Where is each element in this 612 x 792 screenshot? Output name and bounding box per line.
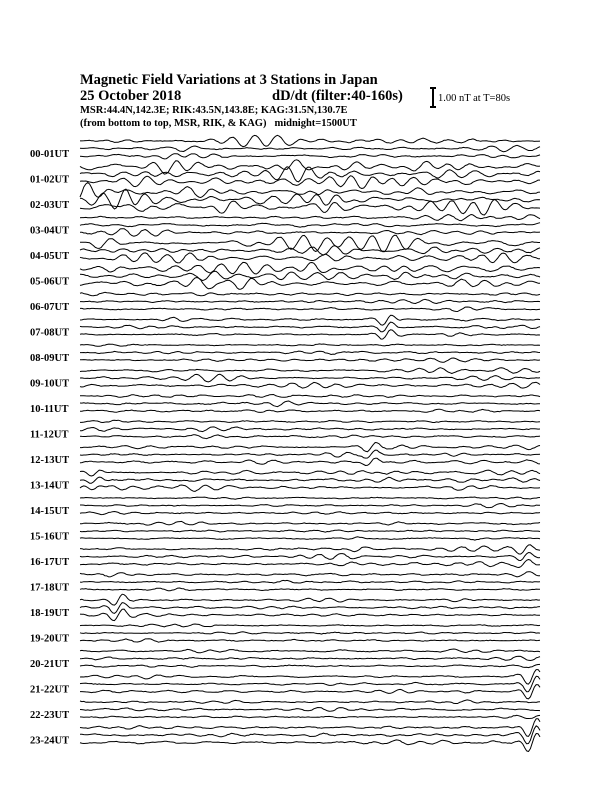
trace-rik <box>80 145 540 152</box>
trace-rik <box>80 246 540 256</box>
trace-msr <box>80 560 540 568</box>
trace-msr <box>80 382 540 388</box>
trace-kag <box>80 521 540 525</box>
trace-rik <box>80 271 540 280</box>
trace-rik <box>80 450 540 458</box>
hour-label: 21-22UT <box>30 684 70 696</box>
trace-kag <box>80 594 540 605</box>
trace-rik <box>80 189 540 209</box>
trace-rik <box>80 167 540 182</box>
trace-rik <box>80 477 540 483</box>
trace-kag <box>80 545 540 554</box>
trace-rik <box>80 322 540 332</box>
trace-kag <box>80 497 540 499</box>
trace-rik <box>80 603 540 614</box>
hour-label: 18-19UT <box>30 608 70 619</box>
midnight-note: midnight=1500UT <box>274 118 357 129</box>
hour-label: 13-14UT <box>30 480 70 492</box>
station-coordinates: MSR:44.4N,142.3E; RIK:43.5N,143.8E; KAG:31.5N,130.7E <box>80 105 348 116</box>
trace-rik <box>80 632 540 634</box>
trace-msr <box>80 609 540 621</box>
trace-rik <box>80 427 540 432</box>
hour-label: 09-10UT <box>30 378 70 390</box>
trace-msr <box>80 154 540 159</box>
trace-rik <box>80 530 540 532</box>
trace-kag <box>80 470 540 476</box>
hour-label: 23-24UT <box>30 735 70 747</box>
trace-msr <box>80 664 540 667</box>
trace-rik <box>80 351 540 354</box>
date-label: 25 October 2018 <box>80 88 182 104</box>
station-order-note: (from bottom to top, MSR, RIK, & KAG) <box>80 118 267 129</box>
trace-msr <box>80 715 540 718</box>
hour-label: 03-04UT <box>30 225 70 237</box>
trace-msr <box>80 200 540 216</box>
hour-label: 06-07UT <box>30 302 70 313</box>
trace-kag <box>80 572 540 577</box>
trace-rik <box>80 656 540 660</box>
trace-msr <box>80 176 540 189</box>
hour-label: 15-16UT <box>30 531 70 543</box>
hour-label: 02-03UT <box>30 200 70 211</box>
trace-rik <box>80 708 540 712</box>
trace-kag <box>80 624 540 627</box>
trace-msr <box>80 485 540 491</box>
trace-msr <box>80 685 540 699</box>
filter-label: dD/dt (filter:40-160s) <box>272 88 403 104</box>
trace-msr <box>80 358 540 362</box>
trace-rik <box>80 374 540 382</box>
hour-label: 00-01UT <box>30 149 70 160</box>
hour-label: 05-06UT <box>30 276 70 288</box>
hour-label: 08-09UT <box>30 353 70 364</box>
trace-kag <box>80 395 540 398</box>
trace-rik <box>80 553 540 561</box>
trace-rik <box>80 299 540 303</box>
scale-label: 1.00 nT at T=80s <box>438 93 511 104</box>
traces <box>80 135 540 751</box>
hour-label: 10-11UT <box>30 404 69 415</box>
hour-labels <box>30 149 69 747</box>
trace-kag <box>80 262 540 274</box>
trace-kag <box>80 649 540 653</box>
hour-label: 19-20UT <box>30 633 70 645</box>
trace-msr <box>80 278 540 290</box>
trace-msr <box>80 229 540 237</box>
hour-label: 14-15UT <box>30 506 70 517</box>
trace-kag <box>80 670 540 685</box>
hour-label: 04-05UT <box>30 251 70 262</box>
hour-label: 12-13UT <box>30 455 70 466</box>
trace-kag <box>80 315 540 325</box>
hour-label: 17-18UT <box>30 582 70 594</box>
hour-label: 11-12UT <box>30 429 69 441</box>
hour-label: 20-21UT <box>30 659 70 670</box>
trace-msr <box>80 639 540 642</box>
chart-title: Magnetic Field Variations at 3 Stations in Japan <box>80 72 378 88</box>
trace-kag <box>80 292 540 296</box>
hour-label: 22-23UT <box>30 710 70 721</box>
trace-kag <box>80 344 540 346</box>
trace-rik <box>80 223 540 228</box>
trace-rik <box>80 504 540 508</box>
trace-kag <box>80 135 540 146</box>
trace-msr <box>80 307 540 312</box>
trace-kag <box>80 700 540 704</box>
trace-msr <box>80 330 540 339</box>
trace-kag <box>80 183 540 198</box>
trace-msr <box>80 409 540 412</box>
hour-label: 16-17UT <box>30 557 70 568</box>
trace-msr <box>80 253 540 263</box>
trace-msr <box>80 537 540 540</box>
trace-rik <box>80 580 540 583</box>
trace-kag <box>80 235 540 252</box>
trace-msr <box>80 512 540 515</box>
trace-kag <box>80 215 540 221</box>
hour-label: 07-08UT <box>30 327 70 339</box>
trace-kag <box>80 368 540 374</box>
trace-kag <box>80 443 540 452</box>
hour-label: 01-02UT <box>30 174 70 186</box>
trace-msr <box>80 435 540 439</box>
trace-msr <box>80 458 540 465</box>
trace-msr <box>80 588 540 591</box>
trace-kag <box>80 420 540 422</box>
trace-rik <box>80 401 540 407</box>
trace-kag <box>80 719 540 737</box>
